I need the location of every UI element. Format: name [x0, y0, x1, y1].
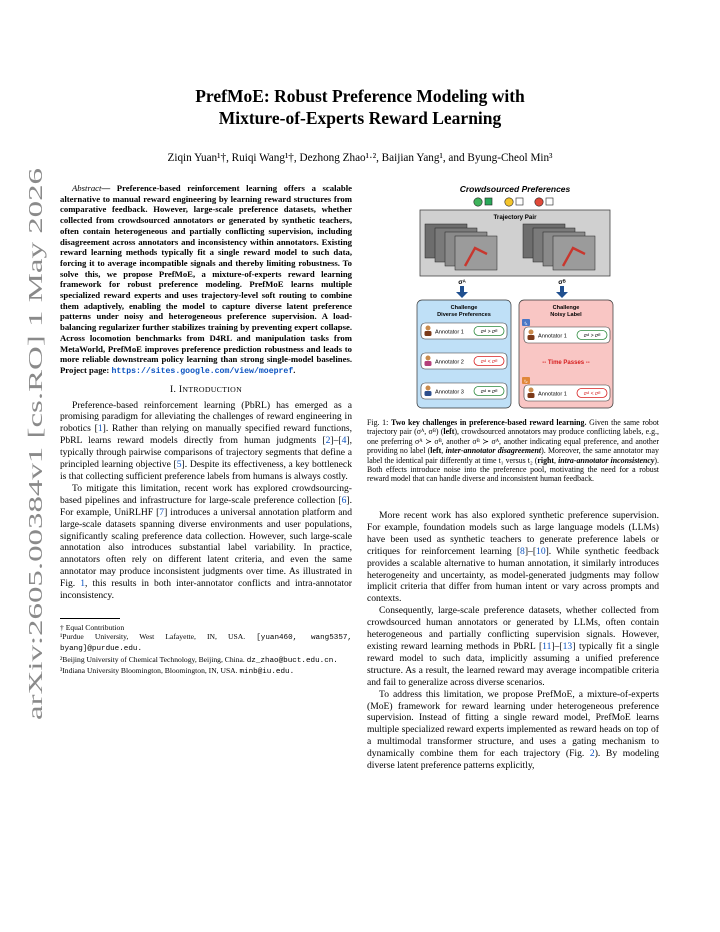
- person-icon: [426, 356, 431, 361]
- right-paragraph-1: More recent work has also explored synthetic preference supervision. For example, foundation models such as large language models (LLMs) have been used as synthetic teachers to generate preference labels or critiques for reinforcement learning [8]–[10]. While synthetic feedback provides a scalable alternative to human annotation, it similarly introduces heterogeneity and uncertainty, as model-generated judgments may follow implicit criteria that differ from human intent or vary across prompts and contexts.: [367, 510, 660, 605]
- preference-badge: σᴬ > σᴮ: [583, 333, 601, 339]
- footnote-1: ¹Purdue University, West Lafayette, IN, USA. [yuan460, wang5357, byang]@purdue.edu.: [60, 632, 352, 654]
- arxiv-id: arXiv:2605.00384v1 [cs.RO] 1 May 2026: [25, 376, 47, 720]
- annotator-row: [421, 383, 507, 399]
- noisy-label-label: Noisy Label: [550, 312, 582, 318]
- person-icon: [529, 388, 534, 393]
- sad-face-icon: [535, 198, 543, 206]
- checkbox-icon: [485, 198, 492, 205]
- citation[interactable]: 4: [341, 435, 347, 447]
- neutral-face-icon: [505, 198, 513, 206]
- preference-badge: σᴬ = σᴮ: [480, 389, 498, 395]
- annotator-row: [421, 353, 507, 369]
- right-column: [367, 510, 659, 772]
- intro-paragraph-1: Preference-based reinforcement learning (PbRL) has emerged as a promising paradigm for alleviating the challenges of reward engineering in robotics [1]. Rather than relying on manually specified reward functions, PbRL learns reward models directly from human judgments [2]–[4], typically through pairwise comparisons of trajectory segments that define a principled learning objective [5]. Despite its effectiveness, a key bottleneck is that collecting sufficient preference labels from humans is always costly.: [60, 399, 352, 482]
- abstract-end: .: [293, 364, 296, 375]
- citation[interactable]: 5: [176, 459, 182, 471]
- abstract: [60, 183, 352, 378]
- footnote-equal: † Equal Contribution: [60, 622, 125, 632]
- trajectory-pair-label: Trajectory Pair: [493, 214, 537, 221]
- section-head-rest: NTRODUCTION: [182, 384, 242, 394]
- citation[interactable]: 8: [520, 545, 525, 557]
- author-list: Ziqin Yuan¹†, Ruiqi Wang¹†, Dezhong Zhao¹·², Baijian Yang¹, and Byung-Cheol Min³: [167, 152, 553, 164]
- preference-badge: σᴬ < σᴮ: [583, 391, 601, 397]
- diverse-preferences-label: Diverse Preferences: [437, 312, 491, 318]
- footnotes: [60, 623, 352, 677]
- svg-text:Annotator 1: Annotator 1: [538, 391, 567, 398]
- svg-text:t₂: t₂: [524, 379, 528, 385]
- annotator-row: [421, 323, 507, 339]
- section-heading-introduction: [60, 384, 352, 396]
- citation[interactable]: 1: [97, 423, 103, 435]
- checkbox-icon: [516, 198, 523, 205]
- email: dz_zhao@buct.edu.cn.: [246, 656, 338, 665]
- footnote-2: ²Beijing University of Chemical Technology, Beijing, China. dz_zhao@buct.edu.cn.: [60, 654, 338, 665]
- svg-text:t₁: t₁: [524, 321, 528, 327]
- time-passes-label: -- Time Passes --: [542, 360, 590, 366]
- happy-face-icon: [474, 198, 482, 206]
- sigma-a-label: σᴬ: [458, 279, 466, 286]
- abstract-label: Abstract: [72, 183, 102, 193]
- project-page-link[interactable]: https://sites.google.com/view/moepref: [111, 366, 294, 376]
- left-column: [60, 183, 352, 677]
- arxiv-stamp: [14, 165, 54, 720]
- figure-reference[interactable]: 1: [80, 578, 86, 590]
- citation[interactable]: 10: [536, 545, 546, 557]
- challenge-label: Challenge: [450, 305, 478, 311]
- svg-text:Annotator 2: Annotator 2: [435, 359, 464, 366]
- footnote-3: ³Indiana University Bloomington, Bloomington, IN, USA. minb@iu.edu.: [60, 665, 295, 676]
- paper-title-line1: PrefMoE: Robust Preference Modeling with: [195, 86, 525, 106]
- person-icon: [426, 386, 431, 391]
- svg-text:Annotator 1: Annotator 1: [435, 329, 464, 336]
- annotator-row: [524, 385, 610, 401]
- abstract-dash: —: [101, 183, 117, 193]
- intro-paragraph-2: To mitigate this limitation, recent work has explored crowdsourcing-based pipelines and infrastructure for large-scale preference collection [6]. For example, UniRLHF [7] introduces a universal annotation platform and large-scale datasets spanning diverse environments and user populations, significantly scaling preference data collection. However, such large-scale annotation also introduces substantial label variability. In practice, annotators often rely on different latent criteria, and even the same annotator may produce inconsistent judgments over time. As illustrated in Fig. 1, this results in both inter-annotator conflicts and intra-annotator inconsistency.: [60, 482, 352, 602]
- citation[interactable]: 7: [159, 506, 165, 518]
- citation[interactable]: 13: [562, 640, 573, 652]
- figure-1-caption: Fig. 1: Two key challenges in preference-based reward learning. Given the same robot trajectory pair (σᴬ, σᴮ) (left), crowdsourced annotators may produce conflicting labels, e.g., one preferring σᴬ ≻ σᴮ, another σᴮ ≻ σᴬ, another indicating equal preference, and another providing no label (left, inter-annotator disagreement). Moreover, the same annotator may label the identical pair differently at time t₁ versus t₂ (right, intra-annotator inconsistency). Both effects introduce noise into the preference pool, motivating the need for a robust reward model that can handle diverse and inconsistent human feedback.: [367, 418, 659, 484]
- preference-badge: σᴬ < σᴮ: [480, 359, 498, 365]
- person-icon: [529, 330, 534, 335]
- right-paragraph-2: Consequently, large-scale preference datasets, whether collected from crowdsourced human annotators or generated by LLMs, often contain heterogeneous and partially conflicting supervision signals. However, existing reward learning methods in PbRL [11]–[13] typically fit a single reward model to such data, implicitly assuming a unified preference structure. As a result, the learned reward may average incompatible criteria and fail to generalize across diverse scenarios.: [367, 605, 659, 688]
- section-numeral: I.: [169, 383, 179, 395]
- down-arrow-icon: [456, 286, 568, 298]
- figure-reference[interactable]: 2: [589, 748, 595, 760]
- email: minb@iu.edu.: [239, 667, 295, 676]
- annotator-row: [524, 327, 610, 343]
- citation[interactable]: 2: [325, 435, 331, 447]
- figure-1: [415, 182, 615, 412]
- citation[interactable]: 6: [341, 494, 347, 506]
- challenge-label: Challenge: [552, 305, 580, 311]
- abstract-text: Preference-based reinforcement learning offers a scalable alternative to manual reward engineering by learning reward structures from comparative feedback. However, large-scale preference datasets, whether collected from crowdsourced annotators or generated by synthetic teachers, often contain heterogeneous and partially conflicting supervision, including disagreement across annotators and inconsistency within annotators. Existing reward learning methods typically fit a single reward model to such data, forcing it to average incompatible signals and thereby limiting robustness. To solve this, we propose PrefMoE, a mixture-of-experts reward learning framework for robust preference modeling. PrefMoE learns multiple specialized reward experts and uses trajectory-level soft routing to combine them adaptively, enabling the model to capture diverse latent preference patterns under noisy and heterogeneous preference supervision. A load-balancing regularizer further stabilizes training by preventing expert collapse. Across locomotion benchmarks from D4RL and manipulation tasks from MetaWorld, PrefMoE improves preference prediction robustness and leads to more reliable downstream policy learning than strong single-model baselines. Project page:: [60, 183, 352, 375]
- section-head-cap: I: [178, 383, 183, 395]
- checkbox-icon: [546, 198, 553, 205]
- svg-text:Annotator 3: Annotator 3: [435, 389, 464, 396]
- preference-badge: σᴬ > σᴮ: [480, 329, 498, 335]
- crowd-face-icons: [474, 198, 553, 206]
- sigma-b-label: σᴮ: [558, 279, 566, 286]
- citation[interactable]: 11: [542, 640, 552, 652]
- person-icon: [426, 326, 431, 331]
- email: [yuan460, wang5357, byang]@purdue.edu.: [60, 634, 352, 654]
- svg-text:Annotator 1: Annotator 1: [538, 333, 567, 340]
- right-paragraph-3: To address this limitation, we propose PrefMoE, a mixture-of-experts (MoE) framework for reward learning under heterogeneous preference supervision. Instead of fitting a single reward model, PrefMoE learns multiple specialized reward experts implemented as reward heads on top of a multimodal transformer structure, and uses a gating mechanism to dynamically combine them for each trajectory (Fig. 2). By modeling diverse latent preference patterns explicitly,: [367, 688, 659, 772]
- figure-title: Crowdsourced Preferences: [459, 184, 571, 194]
- paper-title-line2: Mixture-of-Experts Reward Learning: [218, 108, 502, 128]
